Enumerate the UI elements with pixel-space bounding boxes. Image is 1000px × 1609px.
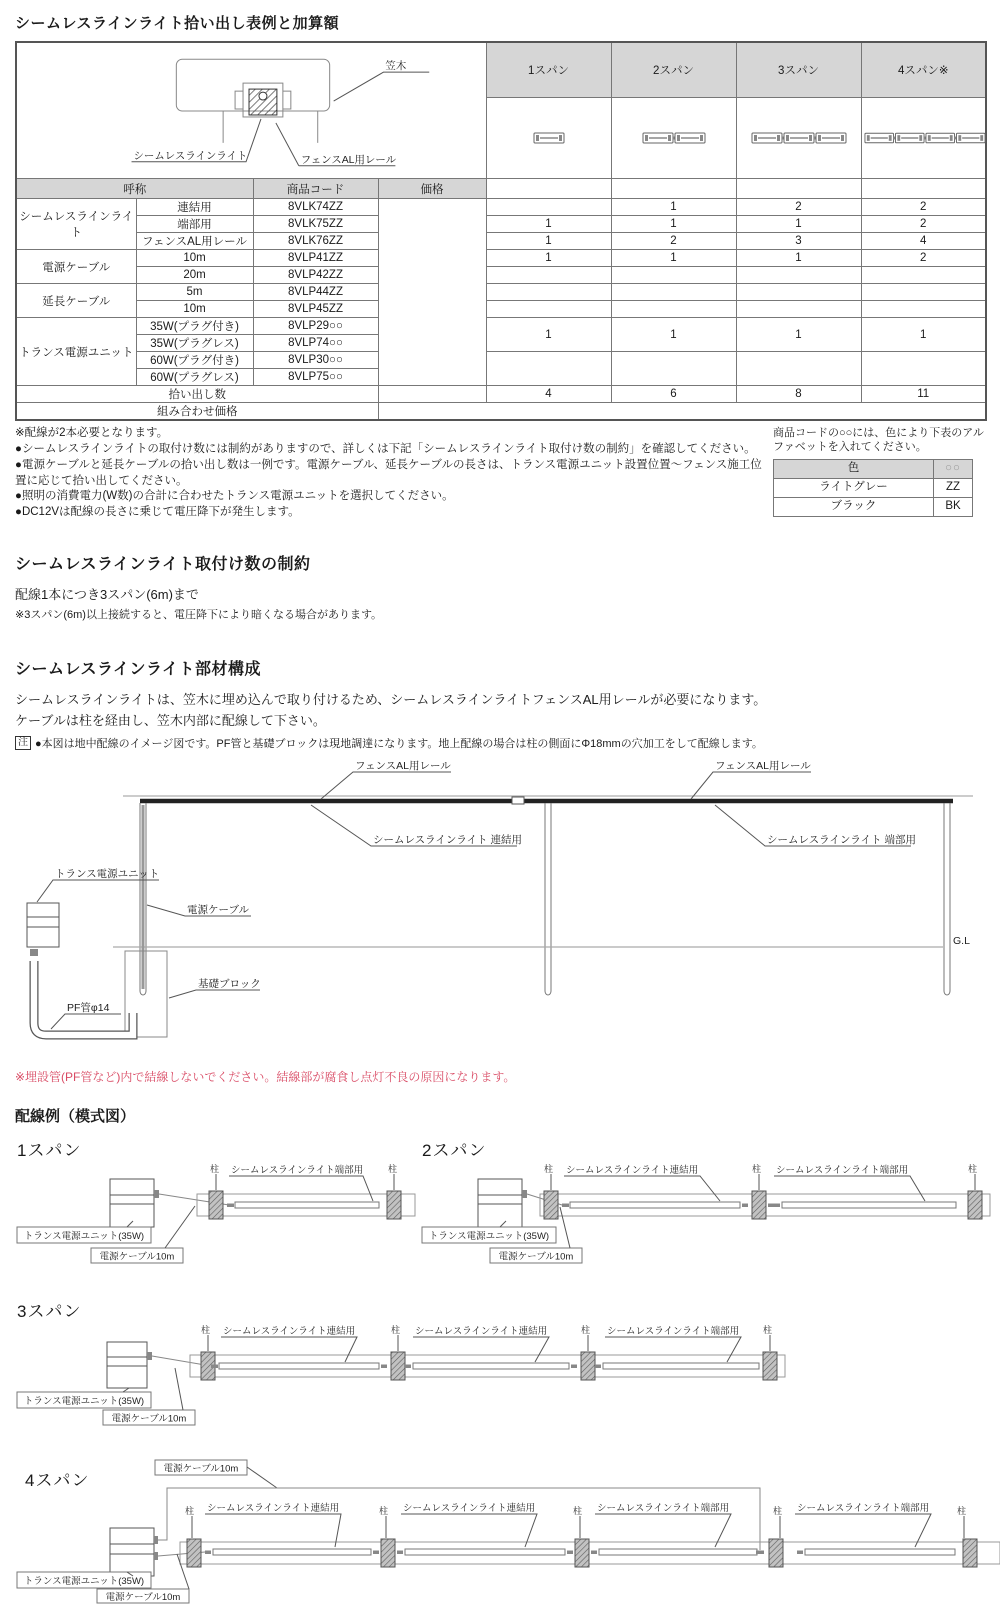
empty-cell <box>611 179 736 199</box>
note-item: ※配線が2本必要となります。 <box>15 427 169 439</box>
sub-cell: 10m <box>136 301 253 318</box>
end-light-label: シームレスラインライト端部用 <box>231 1165 364 1177</box>
sub-cell: 20m <box>136 267 253 284</box>
cross-section-svg <box>19 43 487 175</box>
page-title: シームレスラインライト拾い出し表例と加算額 <box>15 15 340 32</box>
empty-cell <box>861 179 986 199</box>
qty-cell: 1 <box>611 216 736 233</box>
qty-cell <box>486 301 611 318</box>
wiring-4span-diagram <box>15 1454 1000 1604</box>
link-light-label: シームレスラインライト連結用 <box>566 1165 699 1177</box>
light-label: シームレスラインライト <box>133 150 248 162</box>
pickup-qty-cell: 6 <box>611 386 736 403</box>
post-label: 柱 <box>773 1506 783 1517</box>
cable-label: 電源ケーブル10m <box>105 1592 181 1604</box>
cable-label: 電源ケーブル10m <box>111 1413 187 1425</box>
qty-cell: 1 <box>486 216 611 233</box>
post-label: 柱 <box>391 1325 401 1336</box>
power-cable-label: 電源ケーブル <box>187 904 250 917</box>
span-3-icon <box>751 131 847 145</box>
light-bar <box>603 1363 759 1369</box>
sub-cell: 35W(プラグ付き) <box>136 318 253 335</box>
color-code-note: 商品コードの○○には、色により下表のアルファベットを入れてください。 <box>773 427 984 454</box>
color-code-cell: BK <box>934 497 973 516</box>
qty-cell <box>736 267 861 284</box>
wiring-4span-title: 4スパン <box>25 1471 90 1491</box>
code-cell: 8VLP29○○ <box>253 318 378 335</box>
code-cell: 8VLP41ZZ <box>253 250 378 267</box>
color-name-cell: ブラック <box>774 497 934 516</box>
qty-cell <box>861 301 986 318</box>
span-1-icon <box>533 131 565 145</box>
wiring-1span <box>15 1136 420 1271</box>
sub-cell: 60W(プラグレス) <box>136 369 253 386</box>
price-cell <box>378 199 486 386</box>
post <box>752 1191 766 1219</box>
post <box>544 1191 558 1219</box>
link-light-label: シームレスラインライト連結用 <box>403 1503 536 1515</box>
qty-cell <box>736 284 861 301</box>
wiring-3span <box>15 1297 985 1432</box>
chu-mark: 注 <box>15 736 31 750</box>
composition-line1: シームレスラインライトは、笠木に埋め込んで取り付けるため、シームレスラインライトフェンスAL用レールが必要になります。 <box>15 692 767 708</box>
color-code-block <box>773 426 985 521</box>
pickup-count-label: 拾い出し数 <box>16 386 378 403</box>
qty-cell: 1 <box>486 250 611 267</box>
group-cell: 延長ケーブル <box>16 284 136 318</box>
wiring-2span <box>420 1136 995 1271</box>
rail-joint <box>512 797 524 804</box>
light-lens <box>259 92 267 100</box>
link-light-label: シームレスラインライト連結用 <box>415 1326 548 1338</box>
col-header-code: 商品コード <box>253 179 378 199</box>
qty-cell <box>736 352 861 386</box>
end-light-label: シームレスラインライト端部用 <box>776 1165 909 1177</box>
qty-cell: 1 <box>611 199 736 216</box>
end-light-label: シームレスラインライト 端部用 <box>767 834 916 847</box>
note-item: ●DC12Vは配線の長さに乗じて電圧降下が発生します。 <box>15 506 300 519</box>
link-light-label: シームレスラインライト連結用 <box>223 1326 356 1338</box>
link-light-label: シームレスラインライト連結用 <box>207 1503 340 1515</box>
wiring-3span-title: 3スパン <box>17 1302 82 1322</box>
qty-cell: 1 <box>486 233 611 250</box>
span-icon-2-cell <box>611 97 736 179</box>
parts-table <box>15 41 987 421</box>
group-cell: 電源ケーブル <box>16 250 136 284</box>
qty-cell <box>486 199 611 216</box>
light-bar <box>599 1549 757 1555</box>
transformer-label: トランス電源ユニット(35W) <box>23 1396 145 1408</box>
span-icon-3-cell <box>736 97 861 179</box>
qty-cell: 1 <box>736 318 861 352</box>
pickup-qty-cell: 8 <box>736 386 861 403</box>
wiring-heading: 配線例（模式図） <box>15 1108 136 1126</box>
span-header-2: 2スパン <box>611 42 736 97</box>
combo-price-label: 組み合わせ価格 <box>16 403 378 421</box>
qty-cell: 1 <box>611 250 736 267</box>
kasagi-label: 笠木 <box>385 61 407 73</box>
code-cell: 8VLP75○○ <box>253 369 378 386</box>
code-cell: 8VLP45ZZ <box>253 301 378 318</box>
sub-cell: 35W(プラグレス) <box>136 335 253 352</box>
empty-cell <box>486 179 611 199</box>
post-label: 柱 <box>544 1164 554 1175</box>
qty-cell: 1 <box>861 318 986 352</box>
link-light-label: シームレスラインライト 連結用 <box>373 834 522 847</box>
end-light-label: シームレスラインライト端部用 <box>797 1503 930 1515</box>
qty-cell <box>611 301 736 318</box>
qty-cell <box>736 301 861 318</box>
wiring-1span-title: 1スパン <box>17 1141 82 1161</box>
post-label: 柱 <box>379 1506 389 1517</box>
price-cell <box>378 386 486 403</box>
span-4-icon <box>864 131 986 145</box>
qty-cell <box>486 267 611 284</box>
light-bar <box>405 1549 565 1555</box>
color-name-cell: ライトグレー <box>774 478 934 497</box>
wiring-3span-diagram <box>15 1322 800 1427</box>
light-bar <box>782 1202 956 1208</box>
composition-heading: シームレスラインライト部材構成 <box>15 661 262 679</box>
wiring-1span-diagram <box>15 1161 420 1266</box>
post-label: 柱 <box>763 1325 773 1336</box>
span-2-icon <box>642 131 706 145</box>
post-label: 柱 <box>581 1325 591 1336</box>
transformer-label: トランス電源ユニット(35W) <box>23 1231 145 1243</box>
wiring-2span-diagram <box>420 1161 995 1266</box>
cable-label: 電源ケーブル10m <box>99 1251 175 1263</box>
post <box>763 1352 777 1380</box>
transformer-label: トランス電源ユニット(35W) <box>23 1576 145 1588</box>
qty-cell <box>611 267 736 284</box>
qty-cell <box>611 352 736 386</box>
post <box>187 1539 201 1567</box>
composition-note: ●本図は地中配線のイメージ図です。PF管と基礎ブロックは現地調達になります。地上配線の場合は柱の側面にΦ18mmの穴加工をして配線します。 <box>35 738 763 751</box>
code-cell: 8VLP42ZZ <box>253 267 378 284</box>
wiring-4span <box>15 1454 985 1609</box>
qty-cell: 4 <box>861 233 986 250</box>
qty-cell: 2 <box>736 199 861 216</box>
post <box>575 1539 589 1567</box>
post <box>391 1352 405 1380</box>
qty-cell: 2 <box>861 216 986 233</box>
pf-pipe <box>34 961 133 1035</box>
color-table <box>773 459 973 517</box>
wiring-2span-title: 2スパン <box>422 1141 487 1161</box>
warning-text: ※埋設管(PF管など)内で結線しないでください。結線部が腐食し点灯不良の原因になります。 <box>15 1070 516 1085</box>
post-label: 柱 <box>573 1506 583 1517</box>
post <box>209 1191 223 1219</box>
qty-cell: 2 <box>861 199 986 216</box>
post-label: 柱 <box>185 1506 195 1517</box>
note-item: ●シームレスラインライトの取付け数には制約がありますので、詳しくは下記「シームレスラインライト取付け数の制約」を確認してください。 <box>15 442 756 455</box>
post <box>769 1539 783 1567</box>
light-bar <box>413 1363 569 1369</box>
qty-cell <box>486 352 611 386</box>
color-col-header: 色 <box>774 459 934 478</box>
code-cell: 8VLK75ZZ <box>253 216 378 233</box>
constraint-section <box>15 551 985 622</box>
span-header-1: 1スパン <box>486 42 611 97</box>
color-code-cell: ZZ <box>934 478 973 497</box>
transformer-label: トランス電源ユニット(35W) <box>428 1231 550 1243</box>
end-light-label: シームレスラインライト端部用 <box>607 1326 740 1338</box>
code-cell: 8VLP74○○ <box>253 335 378 352</box>
post <box>963 1539 977 1567</box>
post-label: 柱 <box>752 1164 762 1175</box>
post-label: 柱 <box>210 1164 220 1175</box>
rail-label: フェンスAL用レール <box>300 154 397 166</box>
rail-label-right: フェンスAL用レール <box>715 760 811 773</box>
post <box>381 1539 395 1567</box>
sub-cell: 連結用 <box>136 199 253 216</box>
post-label: 柱 <box>388 1164 398 1175</box>
sub-cell: 60W(プラグ付き) <box>136 352 253 369</box>
qty-cell <box>486 284 611 301</box>
sub-cell: 10m <box>136 250 253 267</box>
transformer-unit <box>27 903 59 956</box>
qty-cell: 1 <box>611 318 736 352</box>
constraint-note: ※3スパン(6m)以上接続すると、電圧降下により暗くなる場合があります。 <box>15 609 383 622</box>
col-header-name: 呼称 <box>16 179 253 199</box>
cable-label: 電源ケーブル10m <box>498 1251 574 1263</box>
group-cell: シームレスラインライト <box>16 199 136 250</box>
qty-cell <box>861 352 986 386</box>
pickup-qty-cell: 11 <box>861 386 986 403</box>
light-bar <box>219 1363 379 1369</box>
code-cell: 8VLK76ZZ <box>253 233 378 250</box>
post-label: 柱 <box>201 1325 211 1336</box>
composition-section <box>15 656 985 751</box>
code-cell: 8VLP44ZZ <box>253 284 378 301</box>
constraint-heading: シームレスラインライト取付け数の制約 <box>15 556 311 574</box>
pickup-qty-cell: 4 <box>486 386 611 403</box>
end-light-label: シームレスラインライト端部用 <box>597 1503 730 1515</box>
post-label: 柱 <box>968 1164 978 1175</box>
code-cell: 8VLP30○○ <box>253 352 378 369</box>
qty-cell: 1 <box>736 216 861 233</box>
notes-list <box>15 426 773 521</box>
sub-cell: フェンスAL用レール <box>136 233 253 250</box>
span-icon-1-cell <box>486 97 611 179</box>
combo-price-cell <box>378 403 986 421</box>
span-icon-4-cell <box>861 97 986 179</box>
post <box>387 1191 401 1219</box>
composition-note-line <box>15 735 985 751</box>
base-block-label: 基礎ブロック <box>198 978 261 991</box>
qty-cell <box>611 284 736 301</box>
ground-level-label: G.L <box>953 935 970 948</box>
col-header-price: 価格 <box>378 179 486 199</box>
sub-cell: 5m <box>136 284 253 301</box>
constraint-line: 配線1本につき3スパン(6m)まで <box>15 587 199 603</box>
note-item: ●照明の消費電力(W数)の合計に合わせたトランス電源ユニットを選択してください。 <box>15 490 454 503</box>
qty-cell: 1 <box>486 318 611 352</box>
qty-cell <box>861 284 986 301</box>
qty-cell: 1 <box>736 250 861 267</box>
note-item: ●電源ケーブルと延長ケーブルの拾い出し数は一例です。電源ケーブル、延長ケーブルの長さは、トランス電源ユニット設置位置～フェンス施工位置に応じて拾い出してください。 <box>15 458 762 487</box>
code-col-header: ○○ <box>934 459 973 478</box>
span-header-4: 4スパン※ <box>861 42 986 97</box>
cross-section-diagram <box>16 42 486 179</box>
post <box>581 1352 595 1380</box>
qty-cell: 2 <box>861 250 986 267</box>
group-cell: トランス電源ユニット <box>16 318 136 386</box>
composition-line2: ケーブルは柱を経由し、笠木内部に配線して下さい。 <box>15 713 326 729</box>
elevation-diagram <box>15 755 985 1055</box>
qty-cell <box>861 267 986 284</box>
transformer-label: トランス電源ユニット <box>55 868 160 881</box>
qty-cell: 2 <box>611 233 736 250</box>
code-cell: 8VLK74ZZ <box>253 199 378 216</box>
light-bar <box>235 1202 379 1208</box>
light-bar <box>570 1202 740 1208</box>
pf-pipe-label: PF管φ14 <box>67 1002 110 1015</box>
qty-cell: 3 <box>736 233 861 250</box>
sub-cell: 端部用 <box>136 216 253 233</box>
fence-posts <box>140 803 950 995</box>
light-bar <box>213 1549 371 1555</box>
post-label: 柱 <box>957 1506 967 1517</box>
rail-label-left: フェンスAL用レール <box>355 760 451 773</box>
post <box>968 1191 982 1219</box>
empty-cell <box>736 179 861 199</box>
cable-label: 電源ケーブル10m <box>163 1463 239 1475</box>
light-bar <box>805 1549 955 1555</box>
span-header-3: 3スパン <box>736 42 861 97</box>
